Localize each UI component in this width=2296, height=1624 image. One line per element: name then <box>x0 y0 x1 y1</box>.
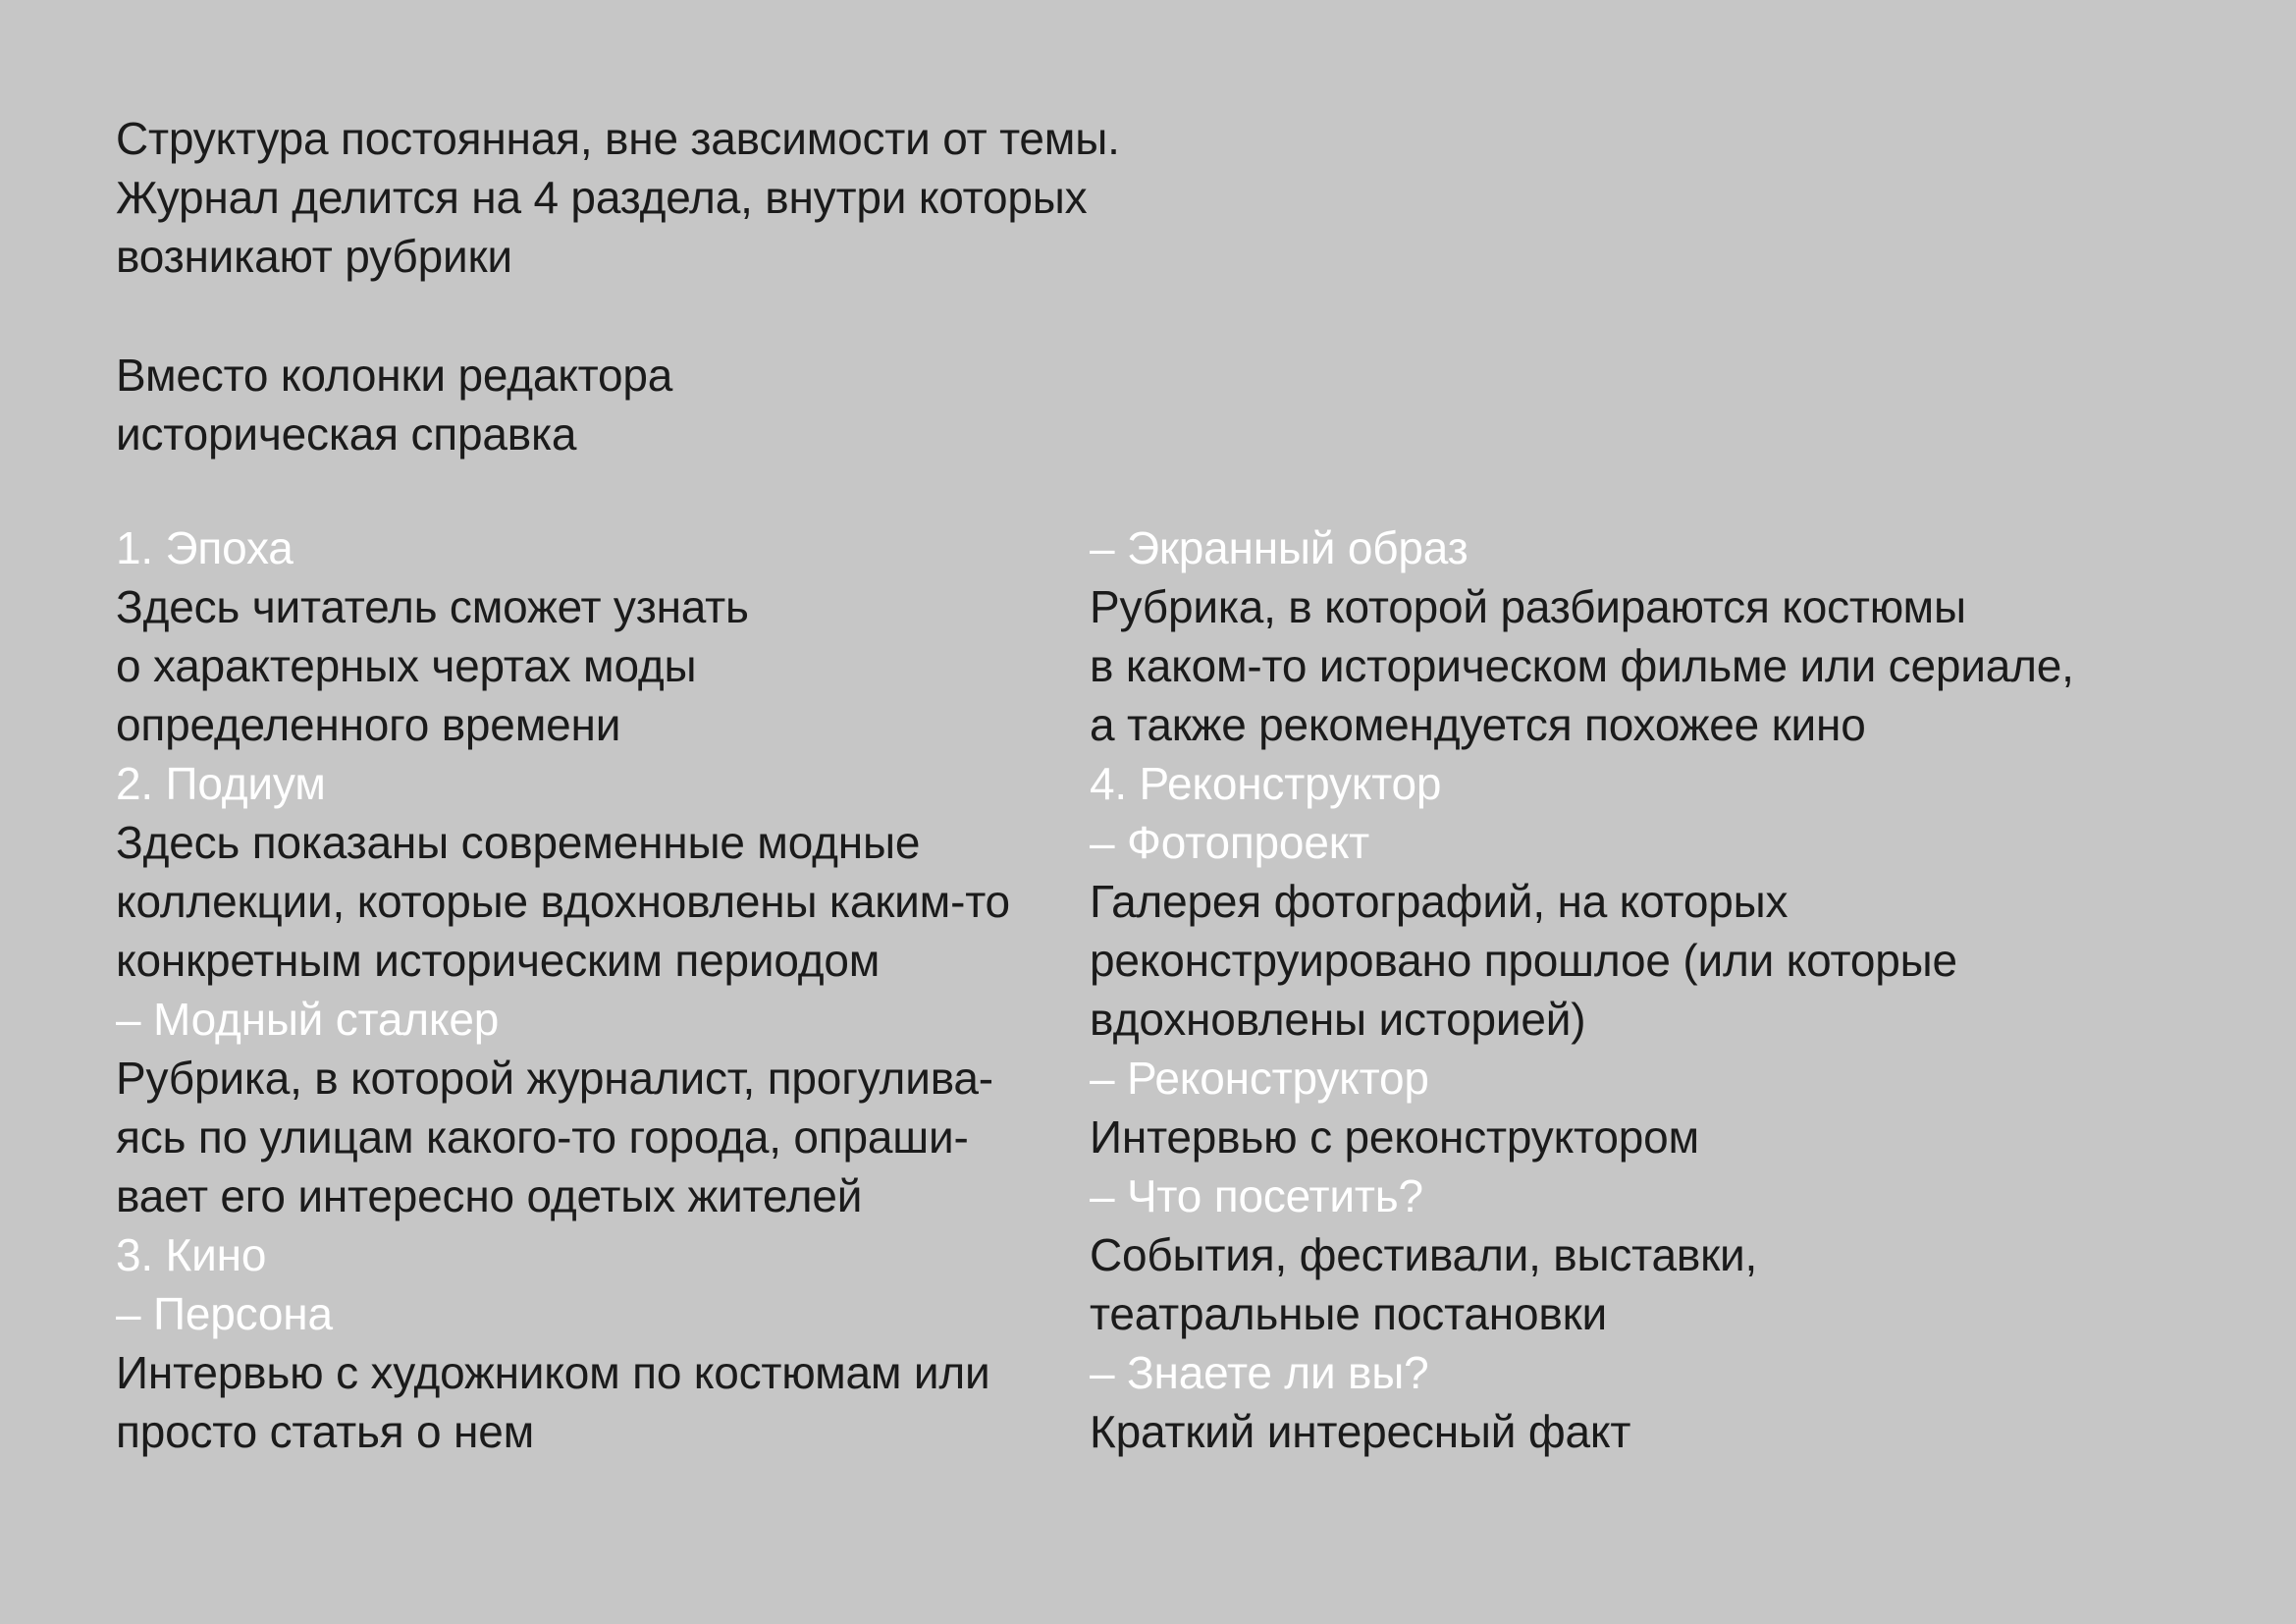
rubric-description-line: вдохновлены историей) <box>1090 994 1586 1045</box>
rubric-description-line: Рубрика, в которой разбираются костюмы <box>1090 581 1966 632</box>
intro-line: Структура постоянная, вне завсимости от темы. <box>116 113 1120 164</box>
section-heading: 2. Подиум <box>116 758 326 809</box>
intro-line: возникают рубрики <box>116 231 512 282</box>
rubric-description-line: в каком-то историческом фильме или сериале, <box>1090 640 2074 691</box>
structure-intro <box>116 109 1196 286</box>
section-epoch <box>116 518 1058 754</box>
rubric-what-to-visit <box>1090 1166 2248 1343</box>
rubric-heading: – Экранный образ <box>1090 522 1468 573</box>
rubric-persona <box>116 1284 1058 1461</box>
editor-note-line: Вместо колонки редактора <box>116 350 673 401</box>
rubric-description-line: реконструировано прошлое (или которые <box>1090 935 1957 986</box>
rubric-heading: – Что посетить? <box>1090 1170 1423 1221</box>
rubric-did-you-know <box>1090 1343 2248 1461</box>
section-description-line: конкретным историческим периодом <box>116 935 881 986</box>
rubric-fashion-stalker <box>116 990 1058 1225</box>
rubric-description-line: Рубрика, в которой журналист, прогулива- <box>116 1053 993 1104</box>
intro-line: Журнал делится на 4 раздела, внутри которых <box>116 172 1088 223</box>
section-description-line: коллекции, которые вдохновлены каким-то <box>116 876 1010 927</box>
section-description-line: определенного времени <box>116 699 621 750</box>
rubric-description-line: а также рекомендуется похожее кино <box>1090 699 1866 750</box>
rubric-description-line: Интервью с художником по костюмам или <box>116 1347 990 1398</box>
rubric-heading: – Персона <box>116 1288 333 1339</box>
rubric-heading: – Реконструктор <box>1090 1053 1429 1104</box>
rubric-heading: – Фотопроект <box>1090 817 1370 868</box>
sections-right-column <box>1090 518 2248 1461</box>
editor-note-line: историческая справка <box>116 408 577 460</box>
rubric-reconstructor <box>1090 1049 2248 1166</box>
rubric-heading: – Знаете ли вы? <box>1090 1347 1429 1398</box>
section-podium <box>116 754 1058 990</box>
rubric-description-line: просто статья о нем <box>116 1406 535 1457</box>
section-reconstructor <box>1090 754 2248 813</box>
rubric-description-line: Галерея фотографий, на которых <box>1090 876 1789 927</box>
section-description-line: о характерных чертах моды <box>116 640 697 691</box>
section-heading: 4. Реконструктор <box>1090 758 1442 809</box>
rubric-description-line: ясь по улицам какого-то города, опраши- <box>116 1111 969 1163</box>
section-description-line: Здесь показаны современные модные <box>116 817 921 868</box>
rubric-description-line: театральные постановки <box>1090 1288 1608 1339</box>
section-cinema <box>116 1225 1058 1284</box>
rubric-description-line: Интервью с реконструктором <box>1090 1111 1699 1163</box>
rubric-description-line: События, фестивали, выставки, <box>1090 1229 1758 1280</box>
section-description-line: Здесь читатель сможет узнать <box>116 581 749 632</box>
rubric-heading: – Модный сталкер <box>116 994 500 1045</box>
section-heading: 1. Эпоха <box>116 522 294 573</box>
sections-left-column <box>116 518 1058 1461</box>
editor-column-note <box>116 346 1196 463</box>
section-heading: 3. Кино <box>116 1229 267 1280</box>
rubric-photo-project <box>1090 813 2248 1049</box>
rubric-screen-image <box>1090 518 2248 754</box>
rubric-description-line: Краткий интересный факт <box>1090 1406 1631 1457</box>
rubric-description-line: вает его интересно одетых жителей <box>116 1170 863 1221</box>
